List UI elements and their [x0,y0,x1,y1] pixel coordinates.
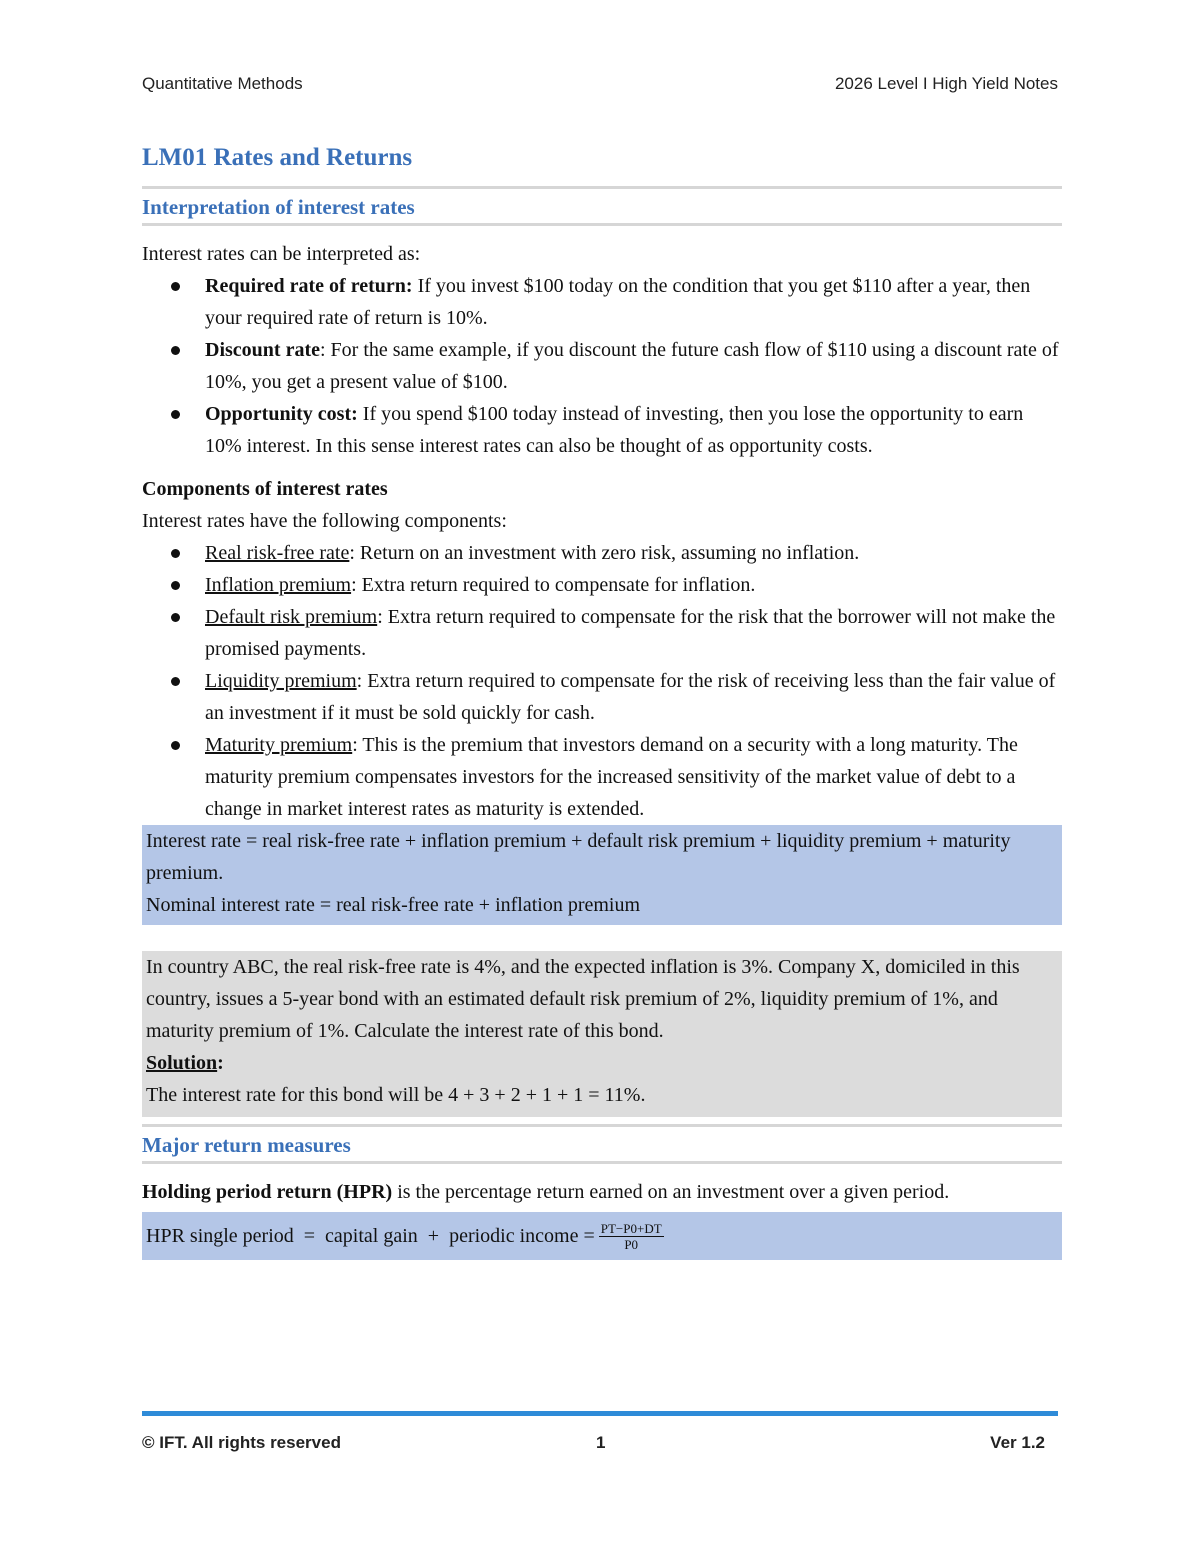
page-content [142,140,1062,1260]
item-term: Required rate of return: [205,275,413,297]
footer-version: Ver 1.2 [990,1433,1045,1452]
formula-nominal-rate: Nominal interest rate = real risk-free rate + inflation premium [146,894,641,916]
bullet-icon [171,741,180,750]
item-text: : For the same example, if you discount the future cash flow of $110 using a discount rate of 10%, you get a present value of $100. [205,339,1059,393]
footer-divider [142,1411,1058,1416]
list-item [142,537,1062,569]
bullet-icon [171,549,180,558]
item-term: Real risk-free rate [205,542,350,564]
item-text: : This is the premium that investors demand on a security with a long maturity. The maturity premium compensates investors for the increased sensitivity of the market value of debt to a change in market interest rates as maturity is extended. [205,734,1018,820]
formula-interest-rate: Interest rate = real risk-free rate + inflation premium + default risk premium + liquidity premium + maturity premium. [146,830,1011,884]
bullet-icon [171,410,180,419]
intro-text: Interest rates can be interpreted as: [142,243,421,265]
list-item [142,398,1062,462]
item-term: Opportunity cost: [205,403,358,425]
bullet-icon [171,282,180,291]
item-text: : Extra return required to compensate for the risk that the borrower will not make the promised payments. [205,606,1056,660]
list-item [142,601,1062,665]
list-item [142,729,1062,825]
item-text: If you invest $100 today on the condition that you get $110 after a year, then your required rate of return is 10%. [205,275,1031,329]
section-heading-interpretation: Interpretation of interest rates [142,195,415,219]
bullet-icon [171,677,180,686]
header-left: Quantitative Methods [142,74,303,93]
list-item [142,334,1062,398]
divider [142,1161,1062,1164]
footer-copyright: © IFT. All rights reserved [142,1433,341,1452]
formula-box [142,825,1062,925]
hpr-formula-text: HPR single period = capital gain + periodic income = [146,1225,595,1247]
list-item [142,270,1062,334]
hpr-fraction [599,1221,664,1252]
hpr-definition [142,1176,1062,1208]
solution-colon: : [217,1052,224,1074]
interpretation-list [142,270,1062,462]
page-title: LM01 Rates and Returns [142,144,413,171]
divider [142,223,1062,226]
list-item [142,665,1062,729]
example-answer: The interest rate for this bond will be 4 + 3 + 2 + 1 + 1 = 11%. [146,1084,646,1106]
section-heading-returns: Major return measures [142,1133,351,1157]
fraction-denominator: P0 [624,1236,639,1252]
components-intro: Interest rates have the following components: [142,510,507,532]
fraction-numerator: PT−P0+DT [600,1220,662,1236]
hpr-formula-box [142,1212,1062,1260]
solution-label: Solution [146,1052,218,1074]
hpr-text: is the percentage return earned on an investment over a given period. [392,1181,950,1203]
bullet-icon [171,613,180,622]
item-term: Inflation premium [205,574,352,596]
item-term: Maturity premium [205,734,353,756]
item-text: : Extra return required to compensate for inflation. [351,574,756,596]
item-text: : Extra return required to compensate for the risk of receiving less than the fair value of an investment if it must be sold quickly for cash. [205,670,1056,724]
hpr-term: Holding period return (HPR) [142,1181,393,1203]
bullet-icon [171,581,180,590]
bullet-icon [171,346,180,355]
item-term: Discount rate [205,339,320,361]
example-question: In country ABC, the real risk-free rate is 4%, and the expected inflation is 3%. Company X, domiciled in this country, issues a 5-year bond with an estimated default risk premium of 2%, liquidity premium of 1%, and maturity premium of 1%. Calculate the interest rate of this bond. [146,956,1020,1042]
solution-label-row [146,1047,1058,1079]
components-heading: Components of interest rates [142,478,388,500]
item-text: : Return on an investment with zero risk, assuming no inflation. [349,542,860,564]
example-box [142,951,1062,1117]
list-item [142,569,1062,601]
item-term: Liquidity premium [205,670,357,692]
footer-page-number: 1 [596,1433,606,1452]
item-text: If you spend $100 today instead of investing, then you lose the opportunity to earn 10% interest. In this sense interest rates can also be thought of as opportunity costs. [205,403,1024,457]
header-right: 2026 Level I High Yield Notes [834,74,1058,93]
components-list [142,537,1062,825]
item-term: Default risk premium [205,606,378,628]
